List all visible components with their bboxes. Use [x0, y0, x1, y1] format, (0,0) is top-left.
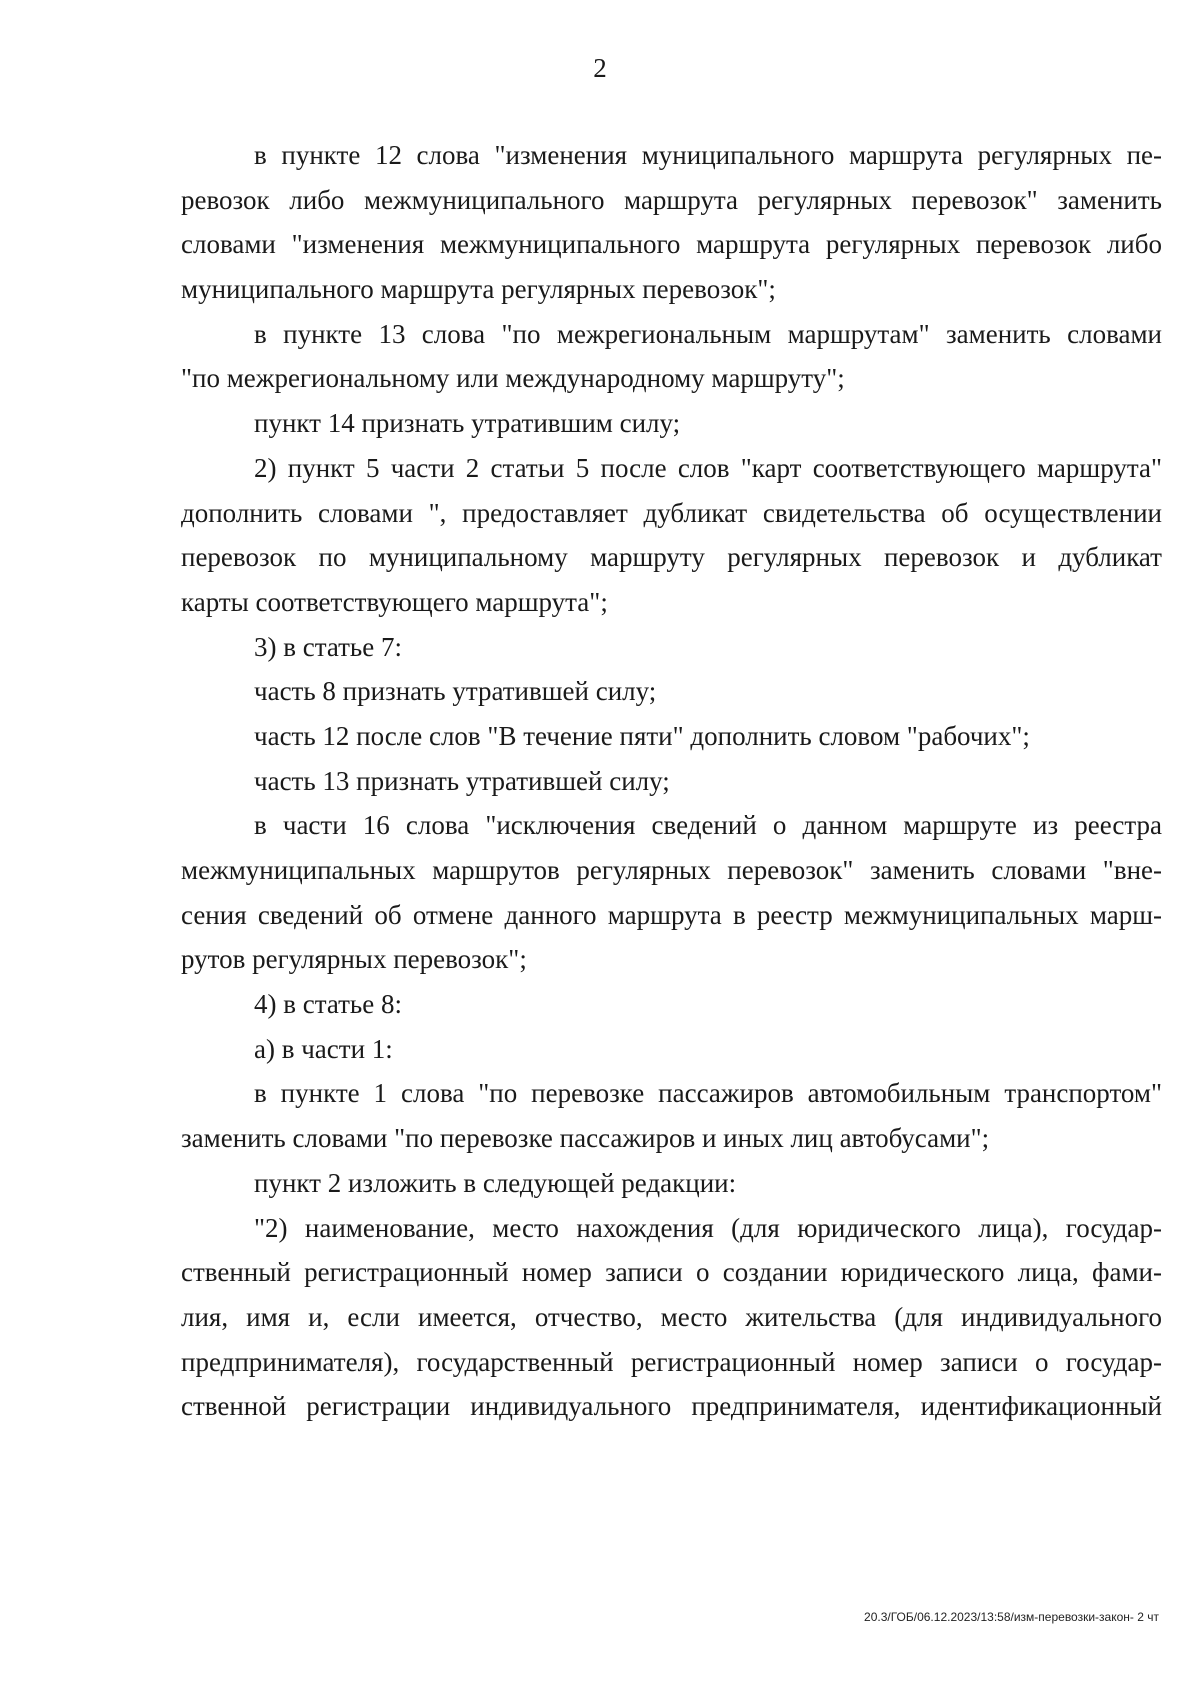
text-line: словами "изменения межмуниципального маршрута регулярных перевозок либо — [181, 229, 1162, 260]
text-line: 4) в статье 8: — [254, 989, 402, 1020]
text-line: часть 13 признать утратившей силу; — [254, 765, 670, 796]
text-line: в части 16 слова "исключения сведений о данном маршруте из реестра — [254, 810, 1162, 841]
text-line: заменить словами "по перевозке пассажиров и иных лиц автобусами"; — [181, 1123, 990, 1154]
document-body — [181, 133, 1162, 1429]
text-line: часть 8 признать утратившей силу; — [254, 676, 657, 707]
text-line: 3) в статье 7: — [254, 631, 402, 662]
text-line: предпринимателя), государственный регистрационный номер записи о государ- — [181, 1346, 1162, 1377]
text-line: пункт 14 признать утратившим силу; — [254, 408, 681, 439]
text-line: ственной регистрации индивидуального предпринимателя, идентификационный — [181, 1391, 1162, 1422]
text-line: межмуниципальных маршрутов регулярных перевозок" заменить словами "вне- — [181, 855, 1162, 885]
text-line: сения сведений об отмене данного маршрута в реестр межмуниципальных марш- — [181, 899, 1162, 930]
page-number: 2 — [593, 53, 607, 83]
text-line: часть 12 после слов "В течение пяти" дополнить словом "рабочих"; — [254, 720, 1030, 751]
text-line: перевозок по муниципальному маршруту регулярных перевозок и дубликат — [181, 542, 1162, 573]
text-line: муниципального маршрута регулярных перевозок"; — [181, 274, 776, 305]
text-line: а) в части 1: — [254, 1033, 393, 1064]
text-line: рутов регулярных перевозок"; — [181, 944, 527, 975]
text-line: пункт 2 изложить в следующей редакции: — [254, 1167, 737, 1198]
text-line: лия, имя и, если имеется, отчество, место жительства (для индивидуального — [181, 1301, 1162, 1332]
text-line: в пункте 12 слова "изменения муниципального маршрута регулярных пе- — [254, 140, 1162, 170]
text-line: "2) наименование, место нахождения (для юридического лица), государ- — [254, 1212, 1162, 1243]
text-line: "по межрегиональному или международному маршруту"; — [181, 363, 845, 394]
text-line: ственный регистрационный номер записи о создании юридического лица, фами- — [181, 1257, 1162, 1288]
text-line: в пункте 13 слова "по межрегиональным маршрутам" заменить словами — [254, 318, 1162, 349]
text-line: ревозок либо межмуниципального маршрута регулярных перевозок" заменить — [181, 184, 1162, 215]
text-line: 2) пункт 5 части 2 статьи 5 после слов "карт соответствующего маршрута" — [254, 452, 1162, 483]
document-footer-code: 20.3/ГОБ/06.12.2023/13:58/изм-перевозки-закон- 2 чт — [864, 1610, 1159, 1624]
text-line: карты соответствующего маршрута"; — [181, 586, 608, 617]
text-line: дополнить словами ", предоставляет дубликат свидетельства об осуществлении — [181, 497, 1162, 528]
text-line: в пункте 1 слова "по перевозке пассажиров автомобильным транспортом" — [254, 1078, 1162, 1109]
